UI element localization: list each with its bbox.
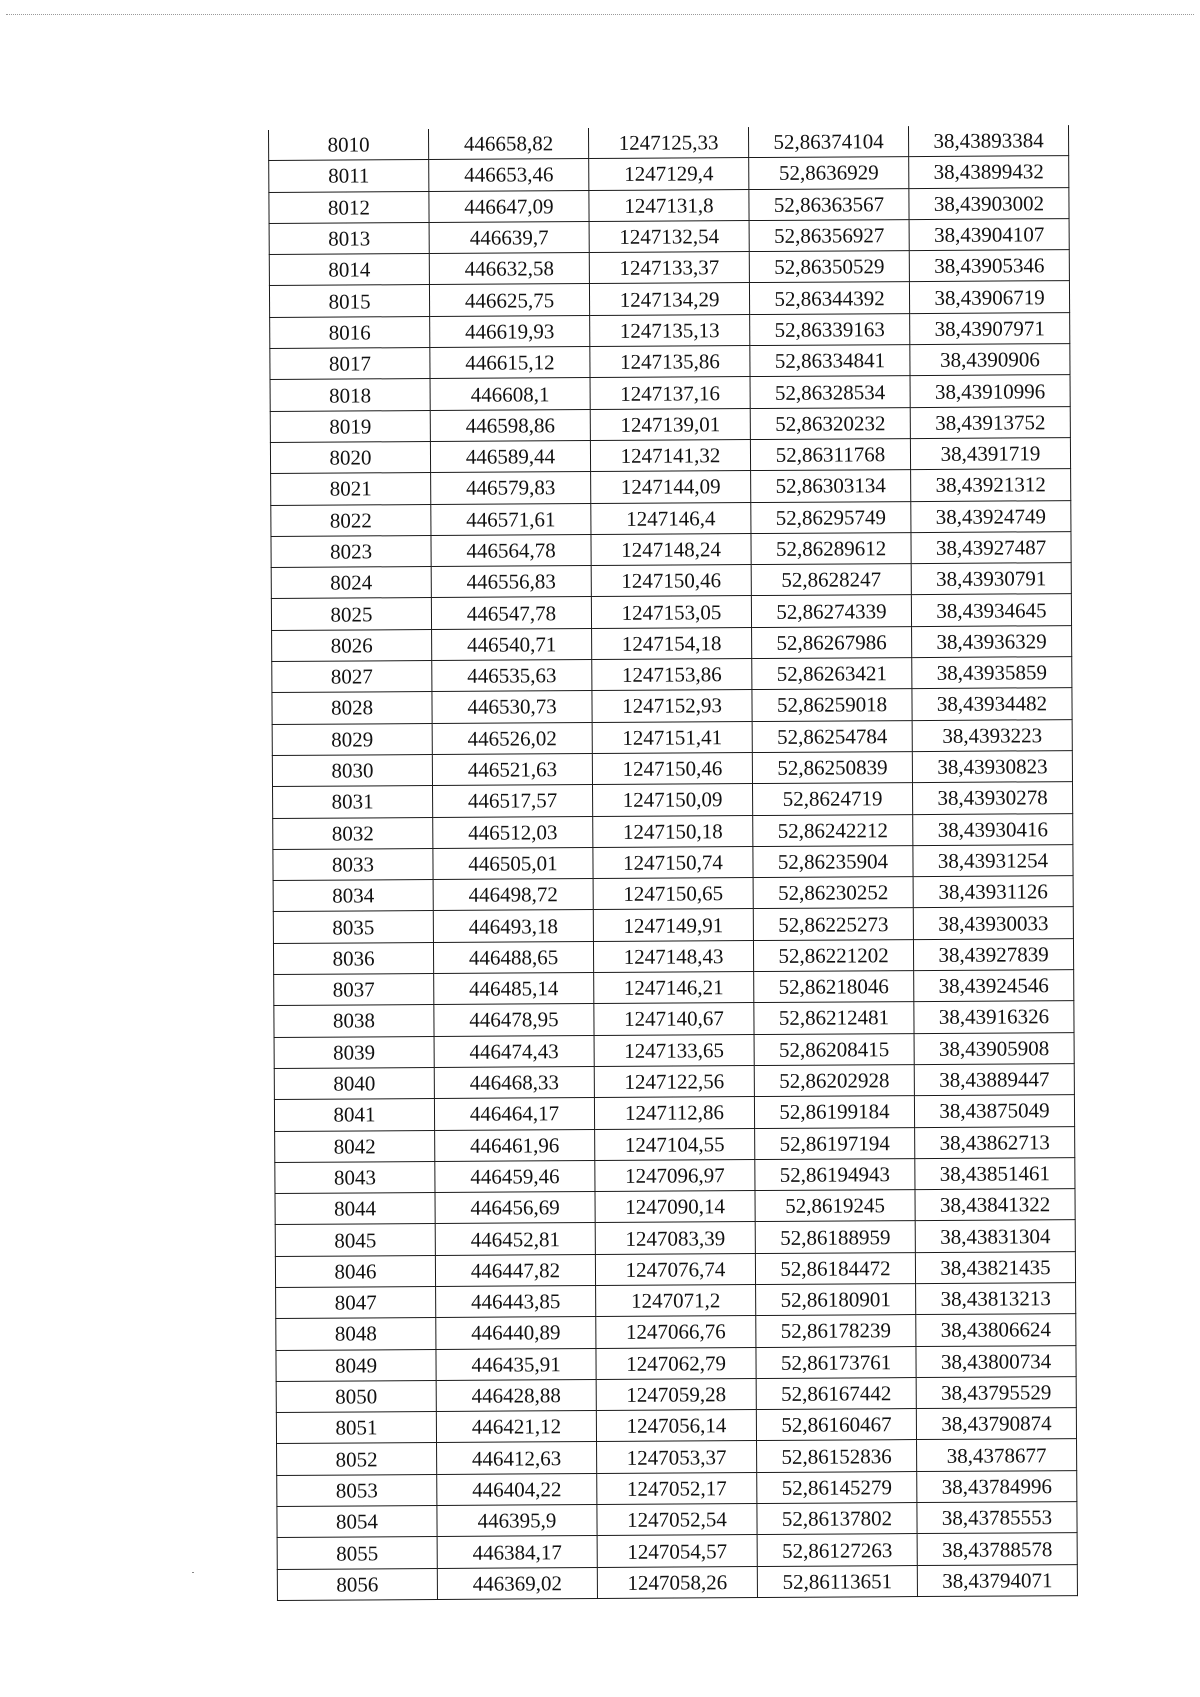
longitude-cell: 38,43930416: [913, 813, 1073, 845]
x-coordinate-cell: 446535,63: [432, 660, 592, 692]
table-row: [276, 1314, 1076, 1350]
y-coordinate-cell: 1247076,74: [595, 1253, 755, 1285]
point-number-cell: 8043: [275, 1161, 435, 1193]
point-number-cell: 8041: [274, 1099, 434, 1131]
longitude-cell: 38,4391719: [910, 438, 1070, 470]
longitude-cell: 38,43788578: [917, 1533, 1077, 1565]
longitude-cell: 38,43927839: [913, 938, 1073, 970]
table-row: [272, 688, 1072, 724]
x-coordinate-cell: 446461,96: [435, 1129, 595, 1161]
longitude-cell: 38,43924749: [911, 500, 1071, 532]
y-coordinate-cell: 1247150,18: [593, 815, 753, 847]
point-number-cell: 8037: [274, 974, 434, 1006]
x-coordinate-cell: 446615,12: [430, 347, 590, 379]
table-row: [274, 970, 1074, 1006]
table-row: [275, 1157, 1075, 1193]
x-coordinate-cell: 446598,86: [430, 409, 590, 441]
table-row: [272, 751, 1072, 787]
point-number-cell: 8024: [271, 567, 431, 599]
y-coordinate-cell: 1247154,18: [592, 627, 752, 659]
y-coordinate-cell: 1247062,79: [596, 1347, 756, 1379]
y-coordinate-cell: 1247139,01: [590, 408, 750, 440]
table-row: [272, 657, 1072, 693]
point-number-cell: 8022: [271, 504, 431, 536]
point-number-cell: 8031: [273, 786, 433, 818]
table-row: [271, 594, 1071, 630]
x-coordinate-cell: 446474,43: [434, 1035, 594, 1067]
latitude-cell: 52,86344392: [749, 282, 909, 314]
x-coordinate-cell: 446625,75: [429, 284, 589, 316]
latitude-cell: 52,86267986: [752, 626, 912, 658]
table-row: [277, 1439, 1077, 1475]
x-coordinate-cell: 446653,46: [429, 159, 589, 191]
y-coordinate-cell: 1247059,28: [596, 1378, 756, 1410]
y-coordinate-cell: 1247134,29: [589, 283, 749, 315]
x-coordinate-cell: 446421,12: [436, 1411, 596, 1443]
point-number-cell: 8056: [277, 1568, 437, 1600]
point-number-cell: 8047: [276, 1286, 436, 1318]
latitude-cell: 52,86263421: [752, 658, 912, 690]
latitude-cell: 52,86235904: [753, 845, 913, 877]
table-row: [271, 563, 1071, 599]
y-coordinate-cell: 1247150,65: [593, 878, 753, 910]
x-coordinate-cell: 446369,02: [437, 1567, 597, 1599]
longitude-cell: 38,43790874: [916, 1408, 1076, 1440]
table-row: [270, 312, 1070, 348]
point-number-cell: 8016: [270, 316, 430, 348]
latitude-cell: 52,86221202: [753, 939, 913, 971]
x-coordinate-cell: 446512,03: [433, 816, 593, 848]
latitude-cell: 52,86180901: [756, 1284, 916, 1316]
latitude-cell: 52,86199184: [754, 1096, 914, 1128]
x-coordinate-cell: 446571,61: [431, 503, 591, 535]
longitude-cell: 38,43851461: [915, 1157, 1075, 1189]
longitude-cell: 38,43905908: [914, 1032, 1074, 1064]
point-number-cell: 8023: [271, 535, 431, 567]
longitude-cell: 38,43936329: [912, 625, 1072, 657]
y-coordinate-cell: 1247083,39: [595, 1222, 755, 1254]
longitude-cell: 38,43930278: [912, 782, 1072, 814]
y-coordinate-cell: 1247133,65: [594, 1034, 754, 1066]
latitude-cell: 52,86363567: [749, 188, 909, 220]
point-number-cell: 8051: [276, 1412, 436, 1444]
y-coordinate-cell: 1247148,43: [593, 940, 753, 972]
top-scan-edge-line: [6, 14, 1194, 15]
y-coordinate-cell: 1247150,09: [593, 784, 753, 816]
point-number-cell: 8021: [271, 473, 431, 505]
longitude-cell: 38,43795529: [916, 1376, 1076, 1408]
latitude-cell: 52,86113651: [757, 1565, 917, 1597]
longitude-cell: 38,43821435: [915, 1251, 1075, 1283]
y-coordinate-cell: 1247053,37: [597, 1441, 757, 1473]
x-coordinate-cell: 446632,58: [429, 253, 589, 285]
y-coordinate-cell: 1247052,54: [597, 1504, 757, 1536]
point-number-cell: 8035: [273, 911, 433, 943]
y-coordinate-cell: 1247132,54: [589, 220, 749, 252]
point-number-cell: 8039: [274, 1036, 434, 1068]
y-coordinate-cell: 1247141,32: [590, 440, 750, 472]
latitude-cell: 52,86160467: [756, 1409, 916, 1441]
latitude-cell: 52,86218046: [754, 971, 914, 1003]
latitude-cell: 52,8624719: [753, 783, 913, 815]
table-row: [273, 938, 1073, 974]
y-coordinate-cell: 1247131,8: [589, 189, 749, 221]
x-coordinate-cell: 446428,88: [436, 1379, 596, 1411]
x-coordinate-cell: 446447,82: [435, 1254, 595, 1286]
y-coordinate-cell: 1247054,57: [597, 1535, 757, 1567]
table-row: [275, 1189, 1075, 1225]
latitude-cell: 52,86197194: [755, 1127, 915, 1159]
longitude-cell: 38,43913752: [910, 406, 1070, 438]
y-coordinate-cell: 1247152,93: [592, 690, 752, 722]
x-coordinate-cell: 446395,9: [437, 1505, 597, 1537]
latitude-cell: 52,8619245: [755, 1190, 915, 1222]
table-row: [275, 1126, 1075, 1162]
x-coordinate-cell: 446540,71: [432, 628, 592, 660]
x-coordinate-cell: 446440,89: [436, 1317, 596, 1349]
y-coordinate-cell: 1247150,74: [593, 846, 753, 878]
y-coordinate-cell: 1247129,4: [589, 158, 749, 190]
y-coordinate-cell: 1247112,86: [594, 1097, 754, 1129]
table-row: [274, 1001, 1074, 1037]
point-number-cell: 8054: [277, 1506, 437, 1538]
coordinates-table: [268, 125, 1078, 1601]
point-number-cell: 8018: [270, 379, 430, 411]
y-coordinate-cell: 1247151,41: [592, 721, 752, 753]
point-number-cell: 8042: [275, 1130, 435, 1162]
longitude-cell: 38,43785553: [917, 1502, 1077, 1534]
table-row: [276, 1376, 1076, 1412]
point-number-cell: 8015: [269, 285, 429, 317]
table-row: [277, 1470, 1077, 1506]
table-row: [272, 625, 1072, 661]
point-number-cell: 8029: [272, 723, 432, 755]
longitude-cell: 38,43813213: [916, 1283, 1076, 1315]
longitude-cell: 38,43935859: [912, 657, 1072, 689]
x-coordinate-cell: 446556,83: [431, 566, 591, 598]
latitude-cell: 52,86184472: [755, 1252, 915, 1284]
point-number-cell: 8020: [270, 441, 430, 473]
longitude-cell: 38,43906719: [909, 281, 1069, 313]
table-row: [273, 813, 1073, 849]
point-number-cell: 8046: [275, 1255, 435, 1287]
latitude-cell: 52,86173761: [756, 1346, 916, 1378]
latitude-cell: 52,86320232: [750, 407, 910, 439]
y-coordinate-cell: 1247153,86: [592, 659, 752, 691]
table-row: [269, 218, 1069, 254]
x-coordinate-cell: 446579,83: [431, 472, 591, 504]
y-coordinate-cell: 1247066,76: [596, 1316, 756, 1348]
longitude-cell: 38,43931254: [913, 844, 1073, 876]
point-number-cell: 8055: [277, 1537, 437, 1569]
y-coordinate-cell: 1247148,24: [591, 533, 751, 565]
latitude-cell: 52,86250839: [752, 752, 912, 784]
y-coordinate-cell: 1247122,56: [594, 1065, 754, 1097]
longitude-cell: 38,43794071: [917, 1564, 1077, 1596]
point-number-cell: 8052: [277, 1443, 437, 1475]
longitude-cell: 38,43904107: [909, 218, 1069, 250]
longitude-cell: 38,43899432: [909, 156, 1069, 188]
longitude-cell: 38,43921312: [911, 469, 1071, 501]
x-coordinate-cell: 446608,1: [430, 378, 590, 410]
longitude-cell: 38,43924546: [914, 970, 1074, 1002]
table-row: [269, 156, 1069, 192]
latitude-cell: 52,86145279: [757, 1471, 917, 1503]
latitude-cell: 52,86274339: [751, 595, 911, 627]
point-number-cell: 8014: [269, 254, 429, 286]
point-number-cell: 8019: [270, 410, 430, 442]
longitude-cell: 38,43930823: [912, 751, 1072, 783]
table-row: [269, 125, 1069, 161]
y-coordinate-cell: 1247056,14: [596, 1410, 756, 1442]
latitude-cell: 52,86295749: [751, 501, 911, 533]
longitude-cell: 38,43806624: [916, 1314, 1076, 1346]
point-number-cell: 8048: [276, 1318, 436, 1350]
y-coordinate-cell: 1247150,46: [591, 565, 751, 597]
longitude-cell: 38,43893384: [908, 125, 1068, 157]
longitude-cell: 38,4393223: [912, 719, 1072, 751]
point-number-cell: 8036: [273, 942, 433, 974]
x-coordinate-cell: 446459,46: [435, 1160, 595, 1192]
x-coordinate-cell: 446517,57: [433, 785, 593, 817]
table-row: [277, 1564, 1077, 1600]
table-row: [269, 187, 1069, 223]
table-row: [272, 719, 1072, 755]
y-coordinate-cell: 1247144,09: [591, 471, 751, 503]
table-row: [273, 844, 1073, 880]
x-coordinate-cell: 446412,63: [437, 1442, 597, 1474]
x-coordinate-cell: 446547,78: [431, 597, 591, 629]
latitude-cell: 52,86188959: [755, 1221, 915, 1253]
latitude-cell: 52,8628247: [751, 564, 911, 596]
longitude-cell: 38,43934645: [911, 594, 1071, 626]
table-row: [270, 438, 1070, 474]
latitude-cell: 52,86208415: [754, 1033, 914, 1065]
latitude-cell: 52,86127263: [757, 1534, 917, 1566]
point-number-cell: 8013: [269, 222, 429, 254]
x-coordinate-cell: 446589,44: [430, 441, 590, 473]
latitude-cell: 52,86152836: [757, 1440, 917, 1472]
longitude-cell: 38,43889447: [914, 1063, 1074, 1095]
longitude-cell: 38,43903002: [909, 187, 1069, 219]
table-row: [275, 1251, 1075, 1287]
table-row: [273, 782, 1073, 818]
table-row: [274, 1095, 1074, 1131]
longitude-cell: 38,43862713: [915, 1126, 1075, 1158]
latitude-cell: 52,86194943: [755, 1158, 915, 1190]
table-row: [276, 1345, 1076, 1381]
y-coordinate-cell: 1247146,21: [594, 972, 754, 1004]
point-number-cell: 8053: [277, 1474, 437, 1506]
table-row: [274, 1063, 1074, 1099]
latitude-cell: 52,86202928: [754, 1064, 914, 1096]
x-coordinate-cell: 446456,69: [435, 1192, 595, 1224]
longitude-cell: 38,4390906: [910, 344, 1070, 376]
y-coordinate-cell: 1247071,2: [596, 1285, 756, 1317]
y-coordinate-cell: 1247096,97: [595, 1159, 755, 1191]
latitude-cell: 52,86328534: [750, 376, 910, 408]
y-coordinate-cell: 1247104,55: [595, 1128, 755, 1160]
latitude-cell: 52,86225273: [753, 908, 913, 940]
y-coordinate-cell: 1247153,05: [591, 596, 751, 628]
point-number-cell: 8032: [273, 817, 433, 849]
table-row: [276, 1408, 1076, 1444]
point-number-cell: 8011: [269, 160, 429, 192]
y-coordinate-cell: 1247090,14: [595, 1191, 755, 1223]
x-coordinate-cell: 446619,93: [430, 315, 590, 347]
table-row: [277, 1502, 1077, 1538]
longitude-cell: 38,43931126: [913, 876, 1073, 908]
point-number-cell: 8049: [276, 1349, 436, 1381]
y-coordinate-cell: 1247149,91: [593, 909, 753, 941]
latitude-cell: 52,86254784: [752, 720, 912, 752]
x-coordinate-cell: 446526,02: [432, 722, 592, 754]
latitude-cell: 52,86303134: [751, 470, 911, 502]
longitude-cell: 38,43930791: [911, 563, 1071, 595]
y-coordinate-cell: 1247146,4: [591, 502, 751, 534]
table-row: [276, 1283, 1076, 1319]
point-number-cell: 8045: [275, 1224, 435, 1256]
longitude-cell: 38,43875049: [914, 1095, 1074, 1127]
longitude-cell: 38,43841322: [915, 1189, 1075, 1221]
point-number-cell: 8027: [272, 661, 432, 693]
table-row: [269, 250, 1069, 286]
y-coordinate-cell: 1247137,16: [590, 377, 750, 409]
longitude-cell: 38,43907971: [910, 312, 1070, 344]
table-row: [274, 1032, 1074, 1068]
x-coordinate-cell: 446488,65: [433, 941, 593, 973]
latitude-cell: 52,86259018: [752, 689, 912, 721]
point-number-cell: 8030: [272, 754, 432, 786]
longitude-cell: 38,43905346: [909, 250, 1069, 282]
longitude-cell: 38,43934482: [912, 688, 1072, 720]
point-number-cell: 8050: [276, 1380, 436, 1412]
y-coordinate-cell: 1247135,86: [590, 346, 750, 378]
table-row: [275, 1220, 1075, 1256]
x-coordinate-cell: 446564,78: [431, 534, 591, 566]
latitude-cell: 52,86339163: [750, 313, 910, 345]
coordinates-table-container: [268, 125, 1077, 1601]
x-coordinate-cell: 446530,73: [432, 691, 592, 723]
table-row: [273, 907, 1073, 943]
longitude-cell: 38,43800734: [916, 1345, 1076, 1377]
table-row: [271, 531, 1071, 567]
latitude-cell: 52,86167442: [756, 1377, 916, 1409]
x-coordinate-cell: 446639,7: [429, 221, 589, 253]
x-coordinate-cell: 446384,17: [437, 1536, 597, 1568]
longitude-cell: 38,43930033: [913, 907, 1073, 939]
point-number-cell: 8025: [271, 598, 431, 630]
latitude-cell: 52,86334841: [750, 345, 910, 377]
latitude-cell: 52,8636929: [749, 157, 909, 189]
latitude-cell: 52,86178239: [756, 1315, 916, 1347]
point-number-cell: 8033: [273, 848, 433, 880]
point-number-cell: 8010: [269, 129, 429, 161]
longitude-cell: 38,43927487: [911, 531, 1071, 563]
x-coordinate-cell: 446505,01: [433, 847, 593, 879]
y-coordinate-cell: 1247133,37: [589, 252, 749, 284]
table-row: [273, 876, 1073, 912]
x-coordinate-cell: 446478,95: [434, 1004, 594, 1036]
x-coordinate-cell: 446521,63: [432, 753, 592, 785]
y-coordinate-cell: 1247140,67: [594, 1003, 754, 1035]
latitude-cell: 52,86356927: [749, 219, 909, 251]
latitude-cell: 52,86311768: [750, 439, 910, 471]
latitude-cell: 52,86350529: [749, 251, 909, 283]
x-coordinate-cell: 446498,72: [433, 879, 593, 911]
y-coordinate-cell: 1247150,46: [592, 752, 752, 784]
table-row: [271, 469, 1071, 505]
table-row: [270, 344, 1070, 380]
x-coordinate-cell: 446443,85: [436, 1286, 596, 1318]
y-coordinate-cell: 1247125,33: [588, 127, 748, 159]
x-coordinate-cell: 446493,18: [433, 910, 593, 942]
table-row: [269, 281, 1069, 317]
x-coordinate-cell: 446647,09: [429, 190, 589, 222]
point-number-cell: 8017: [270, 348, 430, 380]
latitude-cell: 52,86230252: [753, 877, 913, 909]
longitude-cell: 38,43831304: [915, 1220, 1075, 1252]
point-number-cell: 8012: [269, 191, 429, 223]
table-row: [270, 375, 1070, 411]
x-coordinate-cell: 446468,33: [434, 1066, 594, 1098]
longitude-cell: 38,4378677: [917, 1439, 1077, 1471]
latitude-cell: 52,86289612: [751, 532, 911, 564]
point-number-cell: 8028: [272, 692, 432, 724]
latitude-cell: 52,86212481: [754, 1002, 914, 1034]
y-coordinate-cell: 1247058,26: [597, 1566, 757, 1598]
table-row: [271, 500, 1071, 536]
coordinates-table-body: [269, 125, 1078, 1600]
latitude-cell: 52,86242212: [753, 814, 913, 846]
longitude-cell: 38,43916326: [914, 1001, 1074, 1033]
y-coordinate-cell: 1247052,17: [597, 1472, 757, 1504]
x-coordinate-cell: 446485,14: [434, 973, 594, 1005]
longitude-cell: 38,43784996: [917, 1470, 1077, 1502]
point-number-cell: 8040: [274, 1067, 434, 1099]
table-row: [270, 406, 1070, 442]
y-coordinate-cell: 1247135,13: [590, 314, 750, 346]
point-number-cell: 8026: [272, 629, 432, 661]
x-coordinate-cell: 446464,17: [434, 1098, 594, 1130]
latitude-cell: 52,86374104: [748, 126, 908, 158]
point-number-cell: 8038: [274, 1005, 434, 1037]
x-coordinate-cell: 446404,22: [437, 1473, 597, 1505]
x-coordinate-cell: 446658,82: [428, 128, 588, 160]
table-row: [277, 1533, 1077, 1569]
longitude-cell: 38,43910996: [910, 375, 1070, 407]
point-number-cell: 8044: [275, 1193, 435, 1225]
point-number-cell: 8034: [273, 880, 433, 912]
scan-speck: [192, 1572, 194, 1573]
latitude-cell: 52,86137802: [757, 1503, 917, 1535]
x-coordinate-cell: 446452,81: [435, 1223, 595, 1255]
x-coordinate-cell: 446435,91: [436, 1348, 596, 1380]
